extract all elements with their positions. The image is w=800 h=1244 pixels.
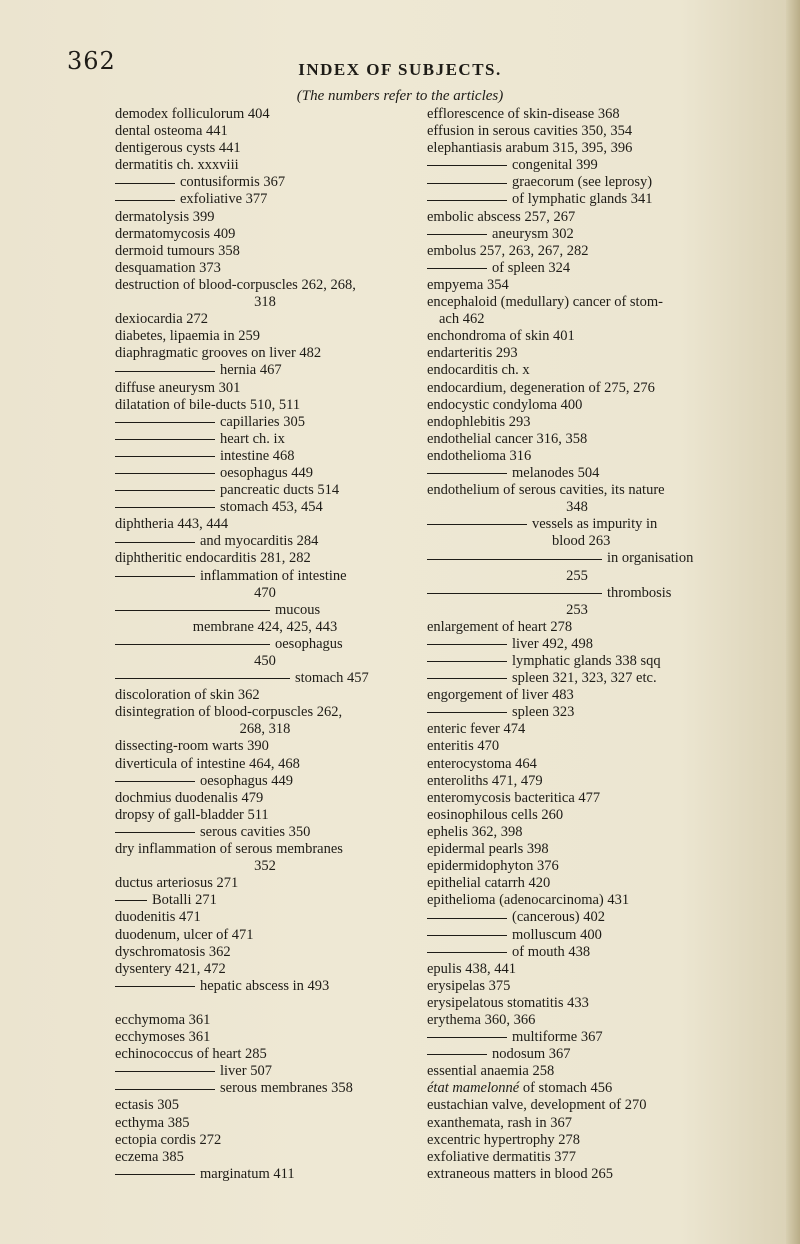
ditto-rule bbox=[115, 422, 215, 423]
entry-text: diabetes, lipaemia in 259 bbox=[115, 328, 260, 345]
entry-text: diffuse aneurysm 301 bbox=[115, 379, 241, 396]
index-column-right bbox=[427, 106, 727, 1183]
entry-text: of lymphatic glands 341 bbox=[512, 191, 653, 208]
ditto-rule bbox=[427, 918, 507, 919]
entry-text: effusion in serous cavities 350, 354 bbox=[427, 123, 633, 140]
index-entry bbox=[427, 1115, 727, 1132]
entry-text: liver 507 bbox=[220, 1063, 272, 1080]
ditto-rule bbox=[115, 439, 215, 440]
ditto-rule bbox=[115, 456, 215, 457]
entry-text: discoloration of skin 362 bbox=[115, 687, 260, 704]
entry-text: demodex folliculorum 404 bbox=[115, 106, 270, 122]
index-entry bbox=[427, 465, 727, 482]
index-entry bbox=[115, 362, 415, 379]
index-entry bbox=[115, 807, 415, 824]
index-entry bbox=[427, 397, 727, 414]
index-entry bbox=[427, 1012, 727, 1029]
index-entry bbox=[115, 1149, 415, 1166]
index-entry bbox=[115, 756, 415, 773]
entry-text: spleen 321, 323, 327 etc. bbox=[512, 670, 657, 687]
ditto-rule bbox=[115, 1174, 195, 1175]
entry-text: of mouth 438 bbox=[512, 943, 591, 960]
ditto-rule bbox=[115, 986, 195, 987]
index-entry bbox=[115, 1080, 415, 1097]
ditto-rule bbox=[427, 678, 507, 679]
index-entry bbox=[427, 294, 727, 311]
index-column-left bbox=[115, 106, 415, 1183]
index-entry bbox=[115, 670, 415, 687]
index-entry bbox=[427, 209, 727, 226]
index-entry bbox=[427, 516, 727, 533]
entry-text: diaphragmatic grooves on liver 482 bbox=[115, 345, 322, 362]
ditto-rule bbox=[427, 268, 487, 269]
index-entry bbox=[115, 738, 415, 755]
entry-text: embolic abscess 257, 267 bbox=[427, 208, 576, 225]
index-entry bbox=[115, 1063, 415, 1080]
index-entry bbox=[427, 585, 727, 602]
index-entry bbox=[427, 1063, 727, 1080]
ditto-rule bbox=[115, 781, 195, 782]
ditto-rule bbox=[115, 200, 175, 201]
ditto-rule bbox=[427, 234, 487, 235]
index-entry bbox=[115, 209, 415, 226]
index-entry bbox=[427, 892, 727, 909]
index-entry bbox=[427, 721, 727, 738]
ditto-rule bbox=[115, 1089, 215, 1090]
index-entry bbox=[115, 465, 415, 482]
index-entry bbox=[115, 226, 415, 243]
entry-text: 255 bbox=[566, 567, 588, 584]
index-entry bbox=[115, 773, 415, 790]
index-entry bbox=[427, 807, 727, 824]
index-entry bbox=[427, 738, 727, 755]
entry-text: dermatolysis 399 bbox=[115, 208, 215, 225]
entry-text: enchondroma of skin 401 bbox=[427, 328, 575, 345]
index-entry bbox=[427, 790, 727, 807]
entry-text: dentigerous cysts 441 bbox=[115, 140, 241, 157]
entry-text: epidermidophyton 376 bbox=[427, 858, 559, 875]
entry-text: epithelial catarrh 420 bbox=[427, 875, 551, 892]
entry-text: exfoliative 377 bbox=[180, 191, 268, 208]
entry-text: exfoliative dermatitis 377 bbox=[427, 1148, 576, 1165]
index-entry bbox=[427, 362, 727, 379]
entry-text: stomach 453, 454 bbox=[220, 499, 323, 516]
index-entry bbox=[115, 123, 415, 140]
index-entry bbox=[427, 909, 727, 926]
index-entry-continuation bbox=[427, 568, 727, 585]
entry-text: diverticula of intestine 464, 468 bbox=[115, 755, 300, 772]
entry-text: contusiformis 367 bbox=[180, 174, 286, 191]
entry-text: melanodes 504 bbox=[512, 464, 600, 481]
index-entry bbox=[115, 533, 415, 550]
entry-text: marginatum 411 bbox=[200, 1165, 295, 1182]
entry-text: empyema 354 bbox=[427, 276, 509, 293]
index-entry bbox=[427, 482, 727, 499]
index-entry bbox=[115, 1132, 415, 1149]
index-entry bbox=[115, 927, 415, 944]
index-entry bbox=[115, 191, 415, 208]
index-entry bbox=[427, 670, 727, 687]
entry-text: oesophagus bbox=[275, 635, 343, 652]
entry-text: epulis 438, 441 bbox=[427, 960, 517, 977]
index-entry bbox=[427, 1166, 727, 1183]
ditto-rule bbox=[427, 559, 602, 560]
ditto-rule bbox=[427, 165, 507, 166]
index-entry bbox=[115, 243, 415, 260]
entry-text: dental osteoma 441 bbox=[115, 123, 228, 140]
entry-text: efflorescence of skin-disease 368 bbox=[427, 106, 620, 122]
index-entry-continuation bbox=[427, 602, 727, 619]
index-entry bbox=[115, 841, 415, 858]
index-entry bbox=[427, 157, 727, 174]
ditto-rule bbox=[115, 644, 270, 645]
entry-text: dermatomycosis 409 bbox=[115, 225, 236, 242]
index-entry bbox=[115, 106, 415, 123]
index-entry bbox=[115, 140, 415, 157]
ditto-rule bbox=[427, 952, 507, 953]
index-entry bbox=[427, 961, 727, 978]
index-entry-continuation bbox=[115, 653, 415, 670]
index-entry bbox=[115, 1012, 415, 1029]
ditto-rule bbox=[115, 542, 195, 543]
index-entry bbox=[427, 243, 727, 260]
index-entry bbox=[427, 380, 727, 397]
index-entry bbox=[115, 431, 415, 448]
index-entry bbox=[115, 414, 415, 431]
entry-text: enteromycosis bacteritica 477 bbox=[427, 789, 601, 806]
index-entry bbox=[115, 482, 415, 499]
entry-text: état mamelonné of stomach 456 bbox=[427, 1080, 613, 1097]
ditto-rule bbox=[427, 661, 507, 662]
entry-text: ecchymoses 361 bbox=[115, 1029, 211, 1046]
entry-text: graecorum (see leprosy) bbox=[512, 174, 653, 191]
index-entry bbox=[115, 978, 415, 995]
index-entry bbox=[427, 619, 727, 636]
ditto-rule bbox=[115, 678, 290, 679]
entry-text: of spleen 324 bbox=[492, 259, 571, 276]
entry-text: diphtheritic endocarditis 281, 282 bbox=[115, 550, 311, 567]
entry-text: embolus 257, 263, 267, 282 bbox=[427, 242, 589, 259]
index-entry bbox=[115, 568, 415, 585]
index-entry bbox=[427, 841, 727, 858]
index-entry bbox=[115, 157, 415, 174]
index-entry bbox=[115, 499, 415, 516]
entry-text: endocardium, degeneration of 275, 276 bbox=[427, 379, 655, 396]
entry-text: 253 bbox=[566, 601, 588, 618]
entry-text: hernia 467 bbox=[220, 362, 282, 379]
ditto-rule bbox=[115, 1071, 215, 1072]
ditto-rule bbox=[115, 490, 215, 491]
index-entry bbox=[115, 550, 415, 567]
entry-text: aneurysm 302 bbox=[492, 225, 574, 242]
ditto-rule bbox=[115, 610, 270, 611]
index-entry bbox=[427, 1029, 727, 1046]
index-entry-continuation bbox=[115, 294, 415, 311]
entry-text: Botalli 271 bbox=[152, 892, 217, 909]
index-entry bbox=[427, 414, 727, 431]
index-entry bbox=[427, 533, 727, 550]
entry-text: erysipelatous stomatitis 433 bbox=[427, 994, 589, 1011]
entry-text: 268, 318 bbox=[239, 721, 291, 738]
entry-text: 450 bbox=[254, 653, 276, 669]
ditto-rule bbox=[115, 576, 195, 577]
entry-text: in organisation bbox=[607, 550, 694, 567]
index-entry bbox=[115, 1115, 415, 1132]
entry-text: erysipelas 375 bbox=[427, 977, 511, 994]
entry-text: dermoid tumours 358 bbox=[115, 242, 240, 259]
index-entry bbox=[427, 687, 727, 704]
entry-text: ecchymoma 361 bbox=[115, 1011, 211, 1028]
index-entry bbox=[115, 1046, 415, 1063]
index-entry bbox=[427, 123, 727, 140]
index-entry bbox=[427, 858, 727, 875]
index-entry bbox=[427, 704, 727, 721]
ditto-rule bbox=[115, 832, 195, 833]
index-entry bbox=[115, 790, 415, 807]
entry-text: diphtheria 443, 444 bbox=[115, 516, 229, 533]
entry-text: 470 bbox=[254, 584, 276, 601]
entry-text: engorgement of liver 483 bbox=[427, 687, 574, 704]
entry-text: dyschromatosis 362 bbox=[115, 943, 231, 960]
entry-text: dissecting-room warts 390 bbox=[115, 738, 269, 755]
index-entry bbox=[427, 277, 727, 294]
entry-text: ecthyma 385 bbox=[115, 1114, 190, 1131]
entry-text: enteroliths 471, 479 bbox=[427, 772, 543, 789]
index-entry-continuation bbox=[115, 619, 415, 636]
entry-text: endophlebitis 293 bbox=[427, 413, 531, 430]
entry-text: oesophagus 449 bbox=[220, 464, 314, 481]
entry-text: multiforme 367 bbox=[512, 1029, 603, 1046]
entry-text: endothelium of serous cavities, its nature bbox=[427, 482, 665, 499]
entry-text: disintegration of blood-corpuscles 262, bbox=[115, 704, 343, 721]
entry-text: enteritis 470 bbox=[427, 738, 500, 755]
entry-text: excentric hypertrophy 278 bbox=[427, 1131, 581, 1148]
ditto-rule bbox=[115, 473, 215, 474]
entry-text: endothelial cancer 316, 358 bbox=[427, 430, 588, 447]
entry-text: dochmius duodenalis 479 bbox=[115, 789, 264, 806]
entry-text: echinococcus of heart 285 bbox=[115, 1046, 267, 1063]
entry-text: endarteritis 293 bbox=[427, 345, 518, 362]
entry-text: dilatation of bile-ducts 510, 511 bbox=[115, 396, 301, 413]
entry-text: dysentery 421, 472 bbox=[115, 960, 226, 977]
index-entry bbox=[115, 174, 415, 191]
index-entry bbox=[427, 226, 727, 243]
index-entry bbox=[115, 345, 415, 362]
index-entry bbox=[427, 448, 727, 465]
index-entry bbox=[115, 875, 415, 892]
entry-text: ductus arteriosus 271 bbox=[115, 875, 239, 892]
ditto-rule bbox=[427, 712, 507, 713]
index-entry bbox=[115, 1029, 415, 1046]
index-entry bbox=[427, 1132, 727, 1149]
index-entry bbox=[115, 704, 415, 721]
entry-text: capillaries 305 bbox=[220, 413, 305, 430]
entry-text: dropsy of gall-bladder 511 bbox=[115, 806, 269, 823]
index-entry bbox=[427, 995, 727, 1012]
entry-text: duodenitis 471 bbox=[115, 909, 201, 926]
entry-text: epidermal pearls 398 bbox=[427, 841, 549, 858]
index-entry bbox=[115, 909, 415, 926]
entry-text: dry inflammation of serous membranes bbox=[115, 841, 343, 858]
index-entry bbox=[115, 516, 415, 533]
index-entry bbox=[115, 380, 415, 397]
index-entry bbox=[115, 602, 415, 619]
entry-text: congenital 399 bbox=[512, 157, 598, 174]
ditto-rule bbox=[427, 935, 507, 936]
entry-text: ach 462 bbox=[439, 311, 485, 328]
entry-text: duodenum, ulcer of 471 bbox=[115, 926, 254, 943]
subhead-note: (The numbers refer to the articles) bbox=[296, 88, 504, 104]
entry-text: essential anaemia 258 bbox=[427, 1063, 555, 1080]
index-entry bbox=[427, 1097, 727, 1114]
ditto-rule bbox=[115, 900, 147, 901]
entry-text: erythema 360, 366 bbox=[427, 1011, 536, 1028]
index-entry bbox=[115, 636, 415, 653]
index-entry bbox=[427, 875, 727, 892]
entry-text: heart ch. ix bbox=[220, 430, 285, 447]
index-entry bbox=[115, 1097, 415, 1114]
index-entry bbox=[427, 653, 727, 670]
entry-text: dexiocardia 272 bbox=[115, 311, 209, 328]
entry-text: elephantiasis arabum 315, 395, 396 bbox=[427, 140, 633, 157]
entry-text: ectasis 305 bbox=[115, 1097, 180, 1114]
entry-text: eczema 385 bbox=[115, 1148, 184, 1165]
index-entry bbox=[427, 756, 727, 773]
index-entry bbox=[427, 191, 727, 208]
index-entry bbox=[427, 311, 727, 328]
index-entry bbox=[115, 260, 415, 277]
index-entry bbox=[427, 824, 727, 841]
entry-text: eosinophilous cells 260 bbox=[427, 806, 564, 823]
ditto-rule bbox=[427, 1037, 507, 1038]
entry-text: hepatic abscess in 493 bbox=[200, 977, 330, 994]
entry-text: 352 bbox=[254, 858, 276, 875]
entry-text: exanthemata, rash in 367 bbox=[427, 1114, 572, 1131]
index-entry bbox=[427, 550, 727, 567]
entry-text: dermatitis ch. xxxviii bbox=[115, 157, 239, 174]
entry-text: ephelis 362, 398 bbox=[427, 823, 523, 840]
entry-spacer bbox=[115, 995, 415, 1012]
index-entry bbox=[427, 260, 727, 277]
ditto-rule bbox=[427, 183, 507, 184]
entry-text: desquamation 373 bbox=[115, 259, 221, 276]
entry-text: encephaloid (medullary) cancer of stom- bbox=[427, 294, 663, 311]
ditto-rule bbox=[115, 507, 215, 508]
index-entry bbox=[427, 431, 727, 448]
entry-text: destruction of blood-corpuscles 262, 268, bbox=[115, 276, 356, 293]
index-entry bbox=[115, 311, 415, 328]
index-entry bbox=[427, 345, 727, 362]
entry-text: serous membranes 358 bbox=[220, 1080, 353, 1097]
entry-text: 318 bbox=[254, 294, 276, 311]
index-entry bbox=[427, 944, 727, 961]
index-entry bbox=[115, 1166, 415, 1183]
index-entry bbox=[115, 892, 415, 909]
ditto-rule bbox=[427, 200, 507, 201]
page-number: 362 bbox=[67, 47, 116, 75]
index-entry bbox=[427, 773, 727, 790]
entry-text: mucous bbox=[275, 601, 321, 618]
entry-text: spleen 323 bbox=[512, 704, 575, 721]
index-entry-continuation bbox=[427, 499, 727, 516]
ditto-rule bbox=[115, 371, 215, 372]
entry-text: 348 bbox=[566, 499, 588, 516]
index-entry-continuation bbox=[115, 721, 415, 738]
entry-text: inflammation of intestine bbox=[200, 567, 347, 584]
entry-text: serous cavities 350 bbox=[200, 823, 311, 840]
entry-text: and myocarditis 284 bbox=[200, 533, 319, 550]
entry-text: enterocystoma 464 bbox=[427, 755, 537, 772]
entry-text: membrane 424, 425, 443 bbox=[192, 618, 338, 635]
index-entry bbox=[115, 328, 415, 345]
entry-text: eustachian valve, development of 270 bbox=[427, 1097, 647, 1114]
index-entry bbox=[427, 927, 727, 944]
entry-text: blood 263 bbox=[552, 533, 611, 550]
index-entry bbox=[115, 448, 415, 465]
entry-text: endothelioma 316 bbox=[427, 447, 532, 464]
entry-text: epithelioma (adenocarcinoma) 431 bbox=[427, 892, 630, 909]
index-entry bbox=[115, 687, 415, 704]
index-entry-continuation bbox=[115, 585, 415, 602]
entry-text: nodosum 367 bbox=[492, 1046, 571, 1063]
index-entry bbox=[427, 1149, 727, 1166]
ditto-rule bbox=[427, 524, 527, 525]
index-entry bbox=[427, 1080, 727, 1097]
entry-text: endocarditis ch. x bbox=[427, 362, 530, 379]
entry-text: oesophagus 449 bbox=[200, 772, 294, 789]
entry-text: pancreatic ducts 514 bbox=[220, 482, 340, 499]
index-entry bbox=[427, 140, 727, 157]
index-entry bbox=[427, 636, 727, 653]
index-entry bbox=[115, 824, 415, 841]
index-entry bbox=[115, 397, 415, 414]
index-entry-continuation bbox=[115, 858, 415, 875]
entry-text: enteric fever 474 bbox=[427, 721, 526, 738]
running-head: INDEX OF SUBJECTS. bbox=[298, 60, 502, 79]
index-entry bbox=[115, 944, 415, 961]
entry-text: ectopia cordis 272 bbox=[115, 1131, 222, 1148]
page-edge bbox=[786, 0, 800, 1244]
ditto-rule bbox=[427, 1054, 487, 1055]
entry-text: (cancerous) 402 bbox=[512, 909, 605, 926]
ditto-rule bbox=[427, 593, 602, 594]
ditto-rule bbox=[115, 183, 175, 184]
entry-text: enlargement of heart 278 bbox=[427, 618, 573, 635]
entry-text: intestine 468 bbox=[220, 447, 295, 464]
entry-text: extraneous matters in blood 265 bbox=[427, 1165, 614, 1182]
ditto-rule bbox=[427, 473, 507, 474]
index-entry bbox=[427, 1046, 727, 1063]
entry-text: molluscum 400 bbox=[512, 926, 602, 943]
index-entry bbox=[427, 106, 727, 123]
ditto-rule bbox=[427, 644, 507, 645]
index-entry bbox=[427, 978, 727, 995]
index-entry bbox=[427, 174, 727, 191]
entry-text: endocystic condyloma 400 bbox=[427, 396, 583, 413]
entry-text: vessels as impurity in bbox=[532, 516, 658, 533]
entry-text: liver 492, 498 bbox=[512, 635, 593, 652]
entry-text: lymphatic glands 338 sqq bbox=[512, 653, 661, 669]
index-entry bbox=[115, 277, 415, 294]
index-entry bbox=[115, 961, 415, 978]
entry-text: thrombosis bbox=[607, 584, 672, 601]
index-entry bbox=[427, 328, 727, 345]
entry-text: stomach 457 bbox=[295, 670, 369, 687]
